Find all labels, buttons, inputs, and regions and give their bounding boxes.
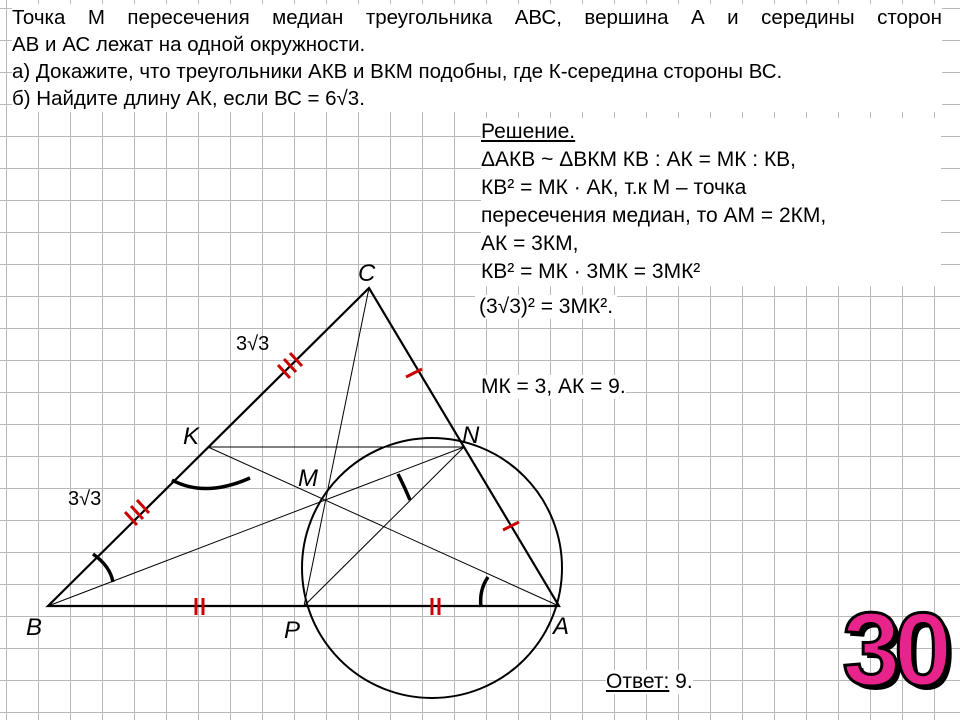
segment-p-n — [304, 447, 464, 606]
segment-label-kb: 3√3 — [68, 488, 102, 510]
label-m: M — [298, 465, 318, 492]
problem-statement — [12, 4, 942, 112]
solution-equation: (3√3)² = 3МК². — [475, 295, 617, 319]
angle-arc-m — [398, 474, 410, 500]
circle — [302, 438, 562, 698]
label-k: K — [183, 423, 200, 450]
problem-number-badge: 30 — [842, 592, 946, 708]
solution-line-1: ΔАКВ ~ ΔВКМ КВ : АК = МК : КВ, — [481, 148, 797, 171]
problem-line-1: Точка М пересечения медиан треугольника АВС, вершина А и середины сторон — [12, 6, 942, 29]
solution-result: МК = 3, АК = 9. — [481, 375, 626, 398]
solution-line-4: АК = 3КМ, — [481, 232, 579, 255]
segment-label-ck: 3√3 — [236, 333, 270, 355]
median-b-n — [48, 447, 464, 606]
answer-value: 9. — [675, 670, 693, 693]
solution-block — [481, 118, 941, 286]
answer — [606, 670, 693, 694]
label-p: P — [284, 617, 301, 644]
label-b: B — [26, 614, 43, 641]
solution-line-5: КВ² = МК · 3МК = 3МК² — [481, 260, 701, 283]
ticks-triple-kb — [125, 500, 149, 525]
angle-arc-b — [93, 554, 113, 582]
solution-line-3: пересечения медиан, то АМ = 2КМ, — [481, 204, 827, 227]
problem-line-2: АВ и АС лежат на одной окружности. — [12, 33, 366, 56]
label-n: N — [462, 422, 480, 449]
label-a: A — [553, 613, 570, 640]
tick-na — [503, 522, 519, 530]
solution-line-2: КВ² = МК · АК, т.к М – точка — [481, 176, 747, 199]
answer-label: Ответ: — [606, 670, 670, 693]
problem-line-4: б) Найдите длину АК, если ВС = 6√3. — [12, 87, 365, 110]
problem-line-3: а) Докажите, что треугольники АКВ и ВКМ подобны, где К-середина стороны ВС. — [12, 60, 783, 83]
solution-heading: Решение. — [481, 120, 576, 143]
label-c: C — [358, 260, 376, 287]
angle-arc-a — [481, 577, 488, 607]
angle-arc-k — [172, 478, 250, 489]
